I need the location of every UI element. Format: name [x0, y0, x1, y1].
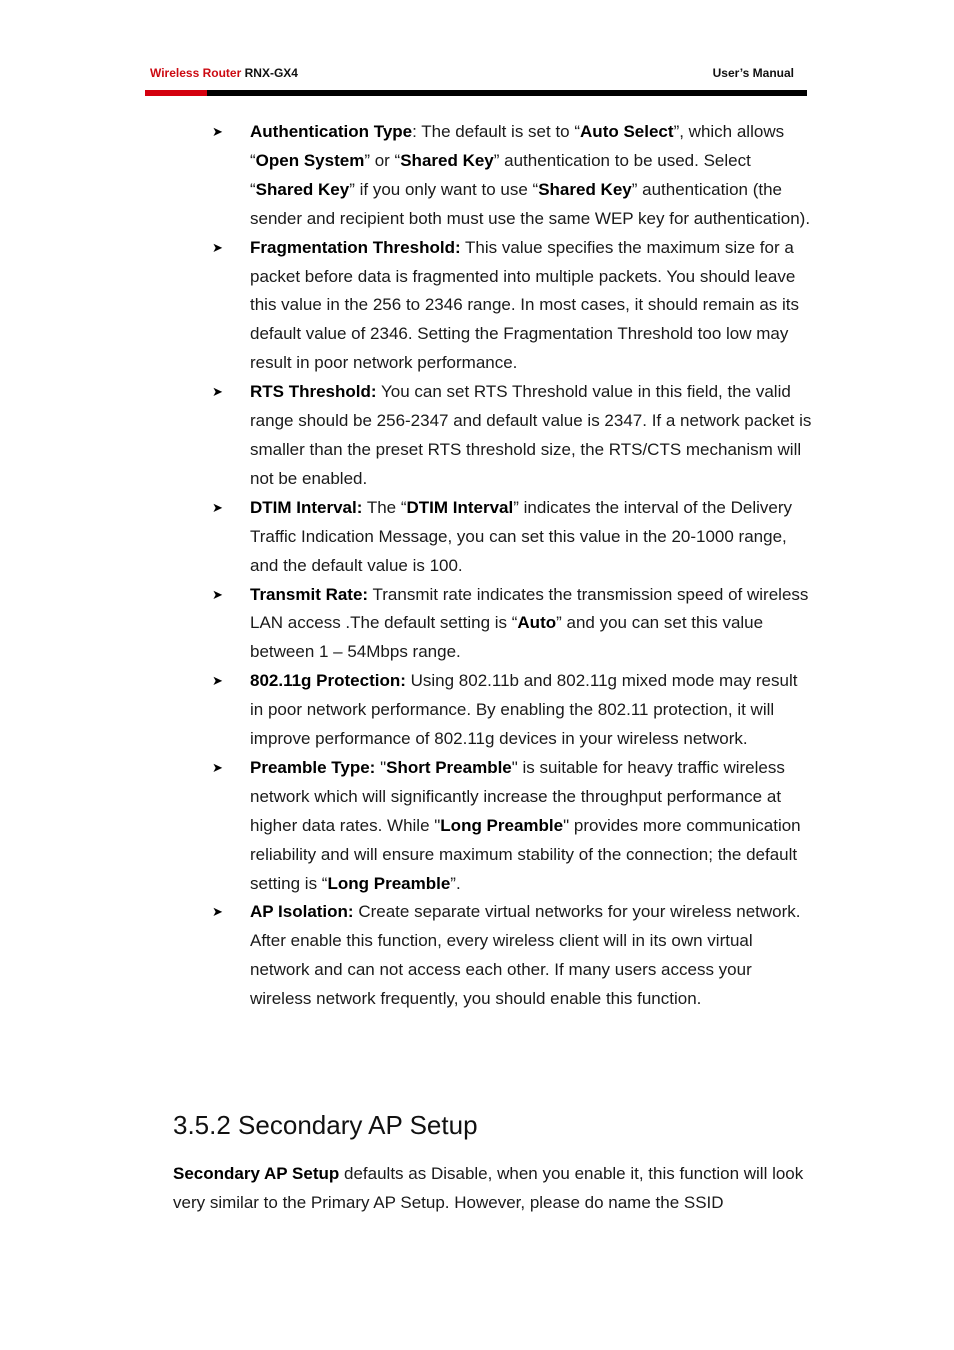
section-intro-text: defaults as Disable, when you enable it, this function will look very similar to the Primary AP Setup. However, please do name the SSID [173, 1164, 804, 1212]
bullet-arrow-icon: ➤ [212, 904, 223, 920]
bullet-text [250, 122, 810, 228]
bullet-text [250, 758, 801, 893]
page-header [150, 66, 794, 84]
bullet-term: Preamble Type: [250, 757, 376, 777]
bullet-term: Transmit Rate: [250, 584, 369, 604]
bullet-arrow-icon: ➤ [212, 124, 223, 139]
bullet-term: Long Preamble [327, 873, 451, 893]
bullet-arrow-icon: ➤ [212, 673, 223, 689]
bullet-description: " provides more communication reliability and will ensure maximum stability of the connection; the default setting is “ [250, 815, 801, 893]
header-brand: Wireless Router [150, 66, 242, 80]
bullet-term: Auto [517, 613, 557, 633]
bullet-term: Shared Key [400, 150, 494, 170]
bullet-description: ” if you only want to use “ [349, 179, 539, 199]
bullet-description: : The default is set to “ [412, 122, 581, 141]
bullet-description: ” or “ [364, 150, 401, 170]
bullet-description: ” authentication to be used. Select “ [250, 150, 751, 199]
bullet-term: DTIM Interval: [250, 497, 363, 517]
bullet-arrow-icon: ➤ [212, 499, 223, 515]
bullet-arrow-icon: ➤ [212, 384, 223, 400]
bullet-description: ” indicates the interval of the Delivery Traffic Indication Message, you can set this value in the 20-1000 range, and the default value is 100. [250, 497, 792, 575]
bullet-description: ”. [450, 873, 461, 893]
bullet-dtim-interval [210, 494, 815, 581]
bullet-term: Auto Select [580, 122, 674, 141]
bullet-arrow-icon: ➤ [212, 586, 223, 602]
bullet-description: ” and you can set this value between 1 – 54Mbps range. [250, 613, 764, 662]
section-intro-bold: Secondary AP Setup [173, 1164, 340, 1183]
bullet-description: " [375, 757, 387, 777]
bullet-80211g-protection [210, 667, 815, 754]
bullet-text [250, 498, 792, 575]
bullet-arrow-icon: ➤ [212, 759, 223, 775]
bullet-transmit-rate [210, 581, 815, 668]
bullet-term: DTIM Interval [406, 497, 514, 517]
bullet-term: 802.11g Protection: [250, 671, 406, 691]
bullet-term: Short Preamble [386, 757, 512, 777]
bullet-term: RTS Threshold: [250, 382, 377, 402]
bullet-description: " is suitable for heavy traffic wireless network which will significantly increase the throughput performance at higher data rates. While " [250, 757, 785, 835]
bullet-description: You can set RTS Threshold value in this field, the valid range should be 256-2347 and default value is 2347. If a network packet is smaller than the preset RTS threshold size, the RTS/CTS mechanism will not be enabled. [250, 382, 812, 488]
header-manual-label: User’s Manual [712, 66, 794, 80]
bullet-text [250, 671, 797, 748]
bullet-term: Shared Key [538, 179, 632, 199]
section-intro-paragraph [173, 1160, 813, 1218]
bullet-term: Authentication Type [250, 122, 413, 141]
bullet-description: Transmit rate indicates the transmission speed of wireless LAN access .The default setting is “ [250, 584, 809, 633]
bullet-description: ”, which allows “ [250, 122, 785, 170]
settings-bullet-list [210, 118, 815, 1014]
bullet-term: AP Isolation: [250, 902, 354, 922]
bullet-rts-threshold [210, 378, 815, 494]
section-heading: 3.5.2 Secondary AP Setup [173, 1110, 478, 1140]
header-model: RNX-GX4 [244, 66, 298, 80]
bullet-description: Create separate virtual networks for your wireless network. After enable this function, every wireless client will in its own virtual network and can not access each other. If many users access your wireless network frequently, you should enable this function. [250, 902, 801, 1009]
bullet-description: Using 802.11b and 802.11g mixed mode may result in poor network performance. By enabling the 802.11 protection, it will improve performance of 802.11g devices in your wireless network. [250, 671, 798, 749]
bullet-authentication-type [210, 118, 815, 234]
bullet-term: Shared Key [255, 179, 350, 199]
bullet-term: Fragmentation Threshold: [250, 237, 461, 257]
bullet-ap-isolation [210, 898, 815, 1014]
bullet-text [250, 382, 811, 488]
bullet-fragmentation-threshold [210, 234, 815, 379]
bullet-text [250, 902, 801, 1008]
bullet-term: Open System [255, 150, 365, 170]
bullet-term: Long Preamble [440, 815, 564, 835]
header-rule-accent [145, 90, 207, 96]
bullet-description: This value specifies the maximum size for a packet before data is fragmented into multiple packets. You should leave this value in the 256 to 2346 range. In most cases, it should remain as its default value of 2346. Setting the Fragmentation Threshold too low may result in poor network performance. [250, 237, 800, 373]
bullet-preamble-type [210, 754, 815, 899]
bullet-arrow-icon: ➤ [212, 239, 223, 255]
bullet-description: The “ [362, 497, 407, 517]
header-rule [207, 90, 807, 96]
bullet-description: ” authentication (the sender and recipient both must use the same WEP key for authentication). [250, 179, 811, 228]
bullet-text [250, 585, 808, 662]
bullet-text [250, 238, 799, 373]
